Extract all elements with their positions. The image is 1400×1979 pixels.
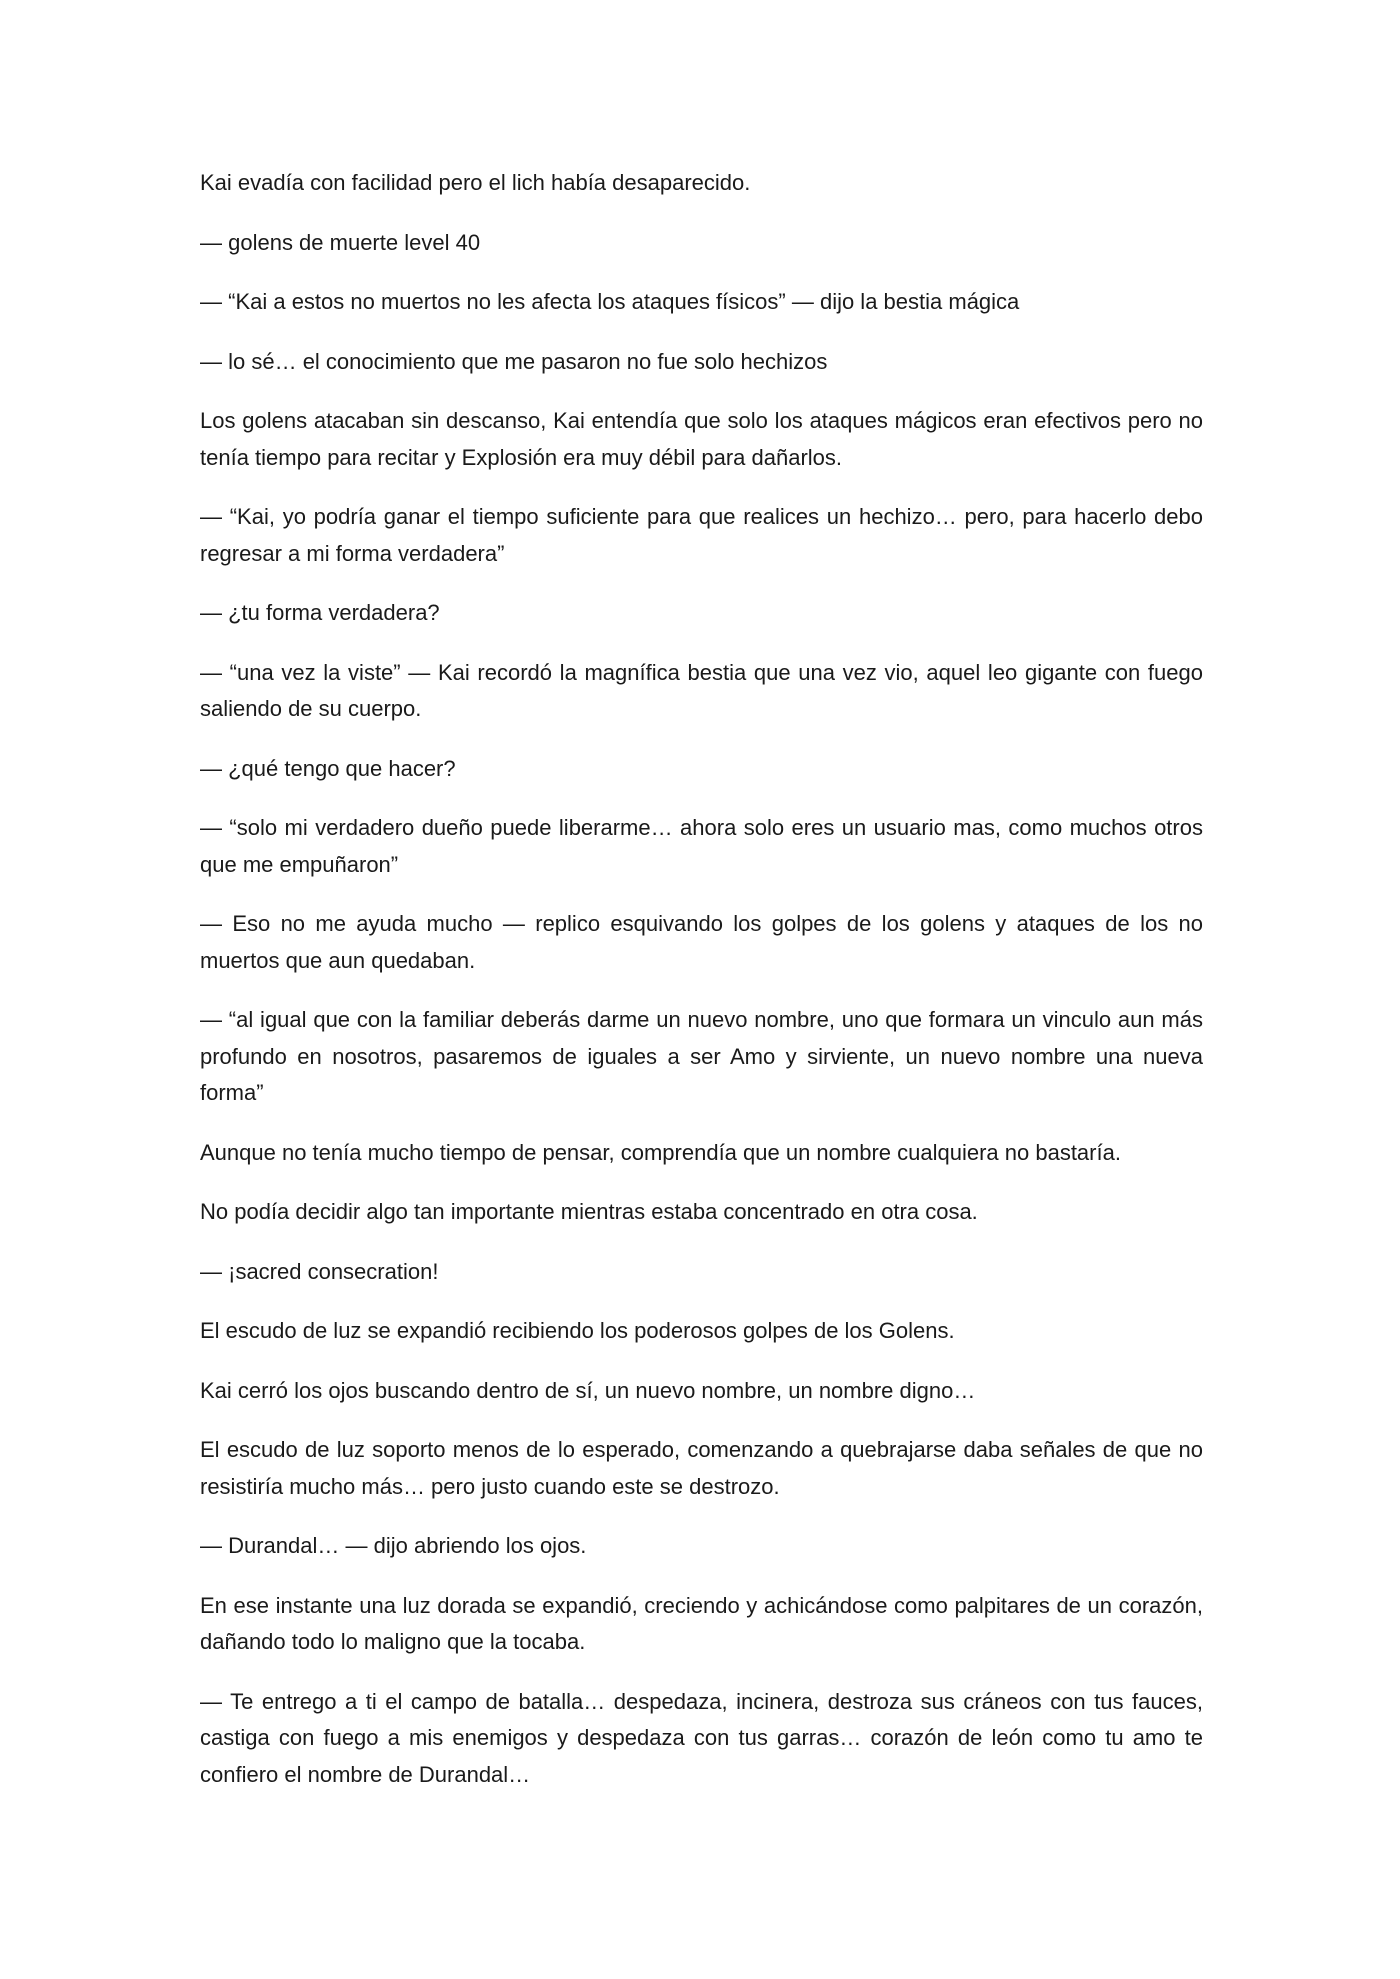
paragraph-20: En ese instante una luz dorada se expandió, creciendo y achicándose como palpitares de un corazón, dañando todo lo maligno que la tocaba. [200,1592,1203,1654]
document-page [200,165,1203,1816]
paragraph-6: — “Kai, yo podría ganar el tiempo suficiente para que realices un hechizo… pero, para hacerlo debo regresar a mi forma verdadera” [200,504,1203,566]
paragraph-9: — ¿qué tengo que hacer? [200,755,456,781]
paragraph-7: — ¿tu forma verdadera? [200,600,440,625]
paragraph-14: No podía decidir algo tan importante mientras estaba concentrado en otra cosa. [200,1199,978,1224]
paragraph-12: — “al igual que con la familiar deberás darme un nuevo nombre, uno que formara un vinculo aun más profundo en nosotros, pasaremos de iguales a ser Amo y sirviente, un nuevo nombre una nueva forma” [200,1007,1203,1105]
paragraph-17: Kai cerró los ojos buscando dentro de sí, un nuevo nombre, un nombre digno… [200,1377,976,1403]
paragraph-21: — Te entrego a ti el campo de batalla… despedaza, incinera, destroza sus cráneos con tus fauces, castiga con fuego a mis enemigos y despedaza con tus garras… corazón de león como tu amo te confiero el nombre de Durandal… [200,1688,1203,1787]
paragraph-19: — Durandal… — dijo abriendo los ojos. [200,1533,587,1558]
paragraph-5: Los golens atacaban sin descanso, Kai entendía que solo los ataques mágicos eran efectivos pero no tenía tiempo para recitar y Explosión era muy débil para dañarlos. [200,408,1203,470]
paragraph-11: — Eso no me ayuda mucho — replico esquivando los golpes de los golens y ataques de los no muertos que aun quedaban. [200,911,1203,973]
paragraph-16: El escudo de luz se expandió recibiendo los poderosos golpes de los Golens. [200,1318,955,1343]
paragraph-4: — lo sé… el conocimiento que me pasaron no fue solo hechizos [200,348,828,374]
paragraph-15: — ¡sacred consecration! [200,1258,439,1284]
paragraph-1: Kai evadía con facilidad pero el lich había desaparecido. [200,170,751,195]
paragraph-8: — “una vez la viste” — Kai recordó la magnífica bestia que una vez vio, aquel leo gigante con fuego saliendo de su cuerpo. [200,659,1203,721]
paragraph-10: — “solo mi verdadero dueño puede liberarme… ahora solo eres un usuario mas, como muchos otros que me empuñaron” [200,815,1203,877]
paragraph-18: El escudo de luz soporto menos de lo esperado, comenzando a quebrajarse daba señales de que no resistiría mucho más… pero justo cuando este se destrozo. [200,1437,1203,1499]
paragraph-2: — golens de muerte level 40 [200,229,481,255]
paragraph-3: — “Kai a estos no muertos no les afecta los ataques físicos” — dijo la bestia mágica [200,289,1020,314]
paragraph-13: Aunque no tenía mucho tiempo de pensar, comprendía que un nombre cualquiera no bastaría. [200,1139,1121,1165]
